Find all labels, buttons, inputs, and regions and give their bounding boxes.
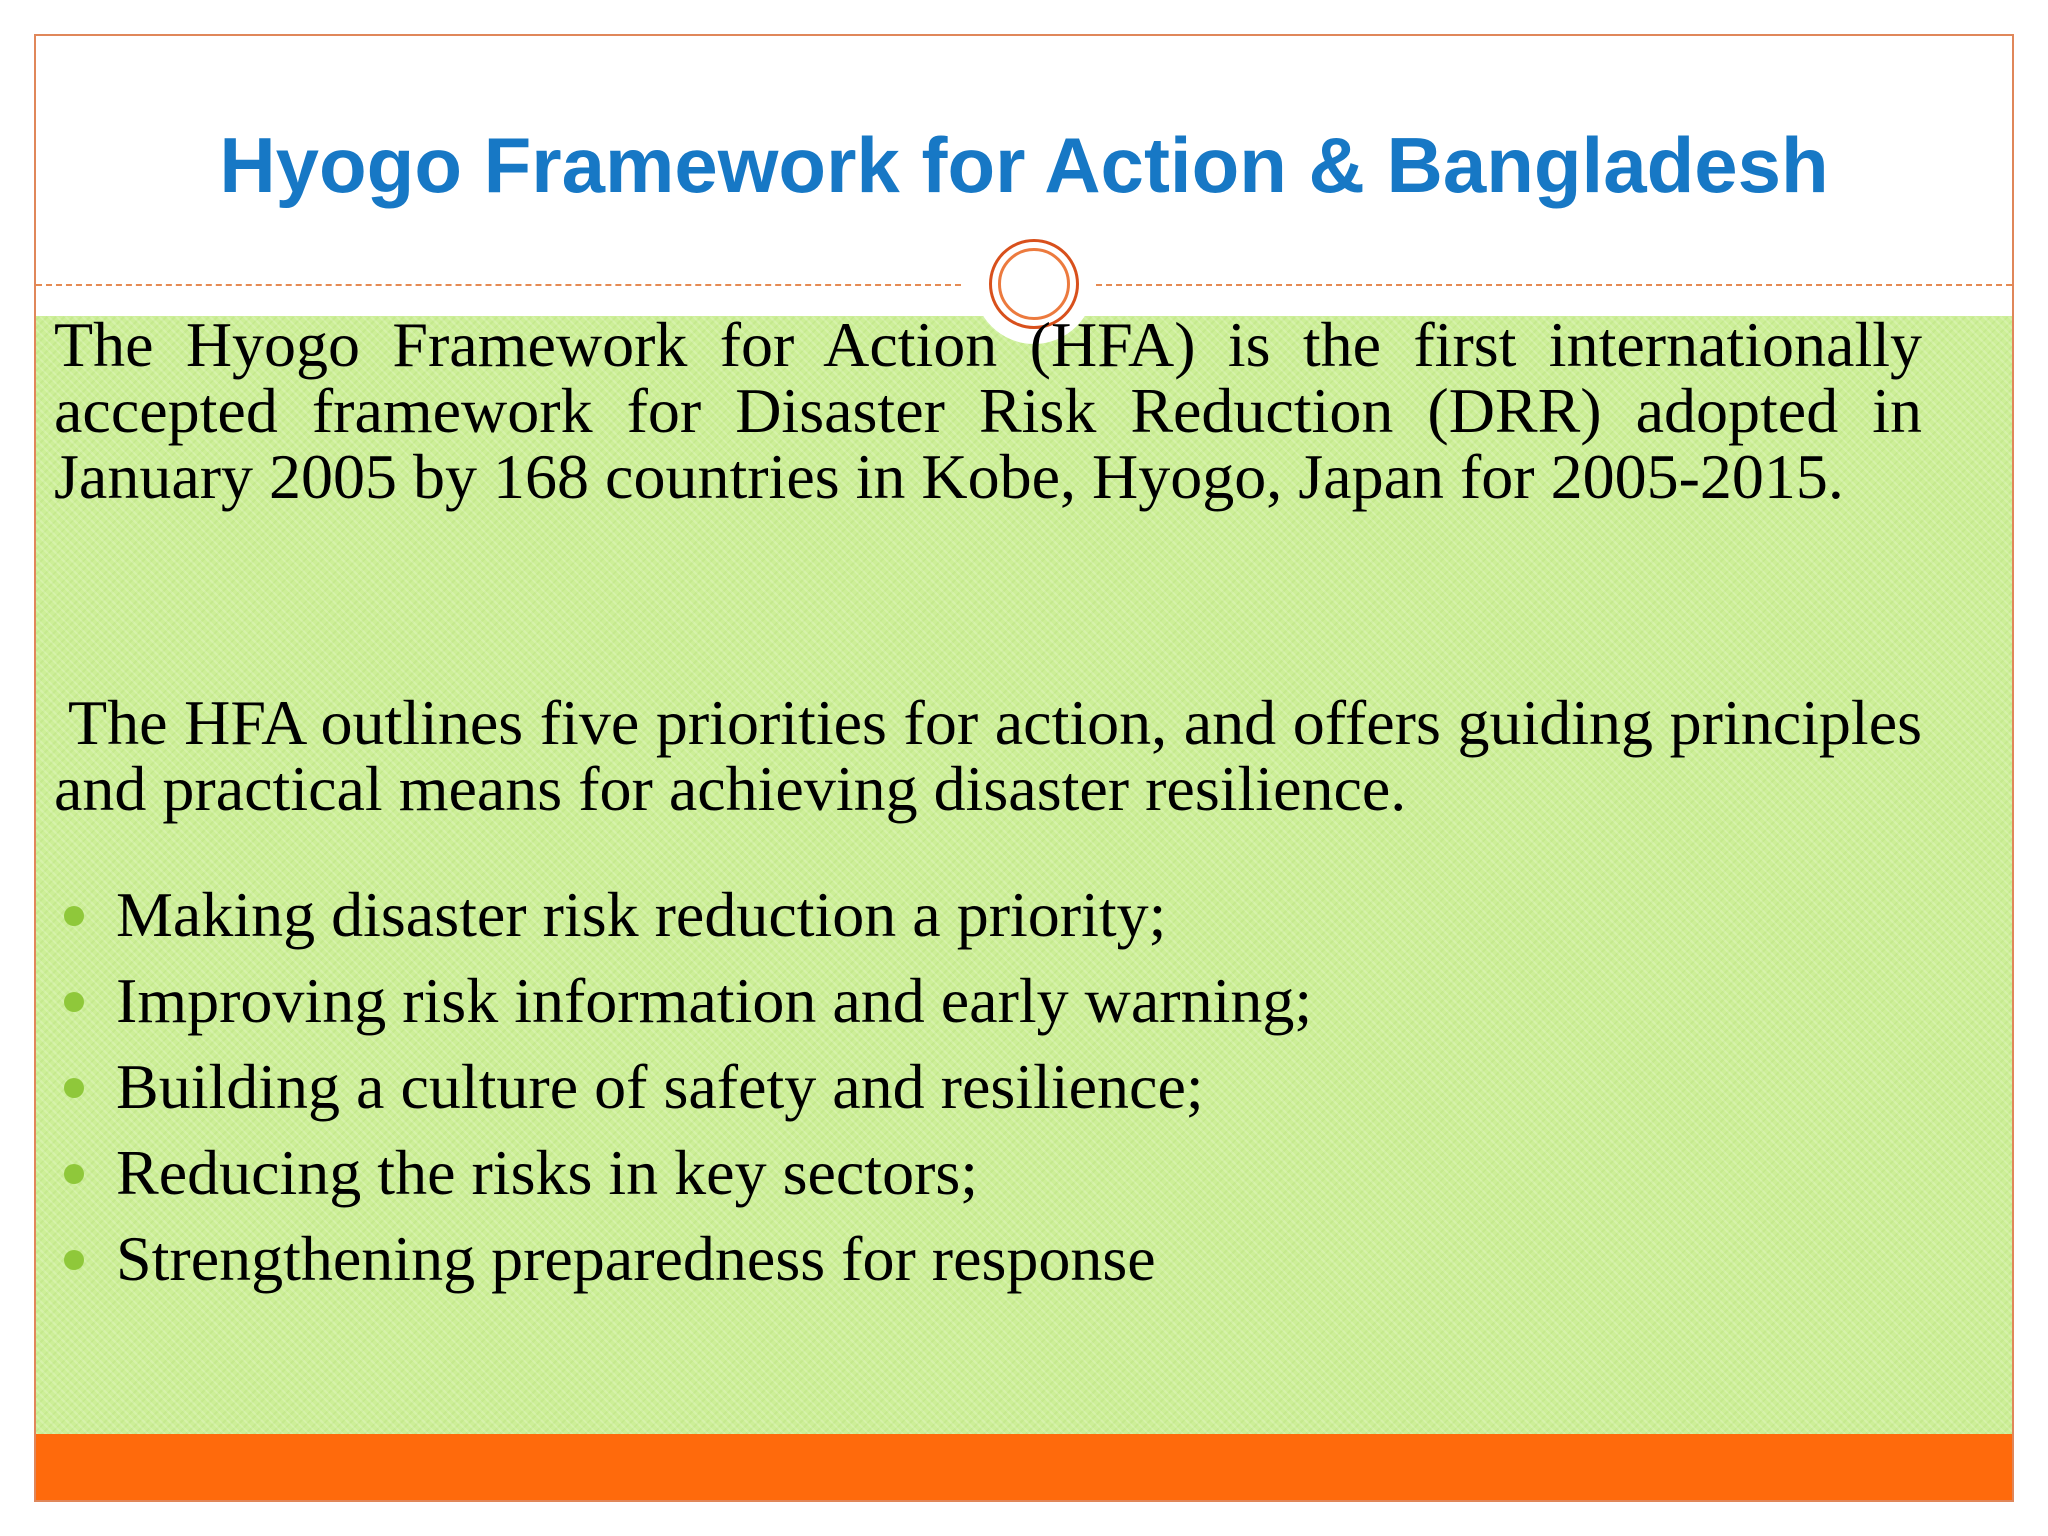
divider-left: [36, 284, 961, 286]
list-item-text: Improving risk information and early warning;: [116, 965, 1313, 1036]
bullet-dot-icon: [64, 1250, 84, 1270]
list-item-text: Building a culture of safety and resilience;: [116, 1051, 1204, 1122]
priorities-list: [54, 872, 1922, 1302]
list-item: [54, 872, 1922, 958]
list-item-text: Reducing the risks in key sectors;: [116, 1137, 979, 1208]
bottom-bar: [36, 1434, 2012, 1502]
list-item-text: Strengthening preparedness for response: [116, 1223, 1156, 1294]
divider-right: [1096, 284, 2012, 286]
list-item: [54, 1216, 1922, 1302]
bullet-dot-icon: [64, 1164, 84, 1184]
bullet-dot-icon: [64, 992, 84, 1012]
list-item: [54, 1044, 1922, 1130]
list-item: [54, 958, 1922, 1044]
bullet-dot-icon: [64, 1078, 84, 1098]
list-item: [54, 1130, 1922, 1216]
slide-title: Hyogo Framework for Action & Bangladesh: [219, 121, 1829, 209]
bullet-dot-icon: [64, 906, 84, 926]
list-item-text: Making disaster risk reduction a priority;: [116, 879, 1167, 950]
paragraph-hfa-priorities: The HFA outlines five priorities for action, and offers guiding principles and practical means for achieving disaster resilience.: [54, 687, 1922, 824]
paragraph-hfa-definition: The Hyogo Framework for Action (HFA) is the first internationally accepted framework for Disaster Risk Reduction (DRR) adopted in January 2005 by 168 countries in Kobe, Hyogo, Japan for 2005-2015.: [54, 309, 1922, 512]
